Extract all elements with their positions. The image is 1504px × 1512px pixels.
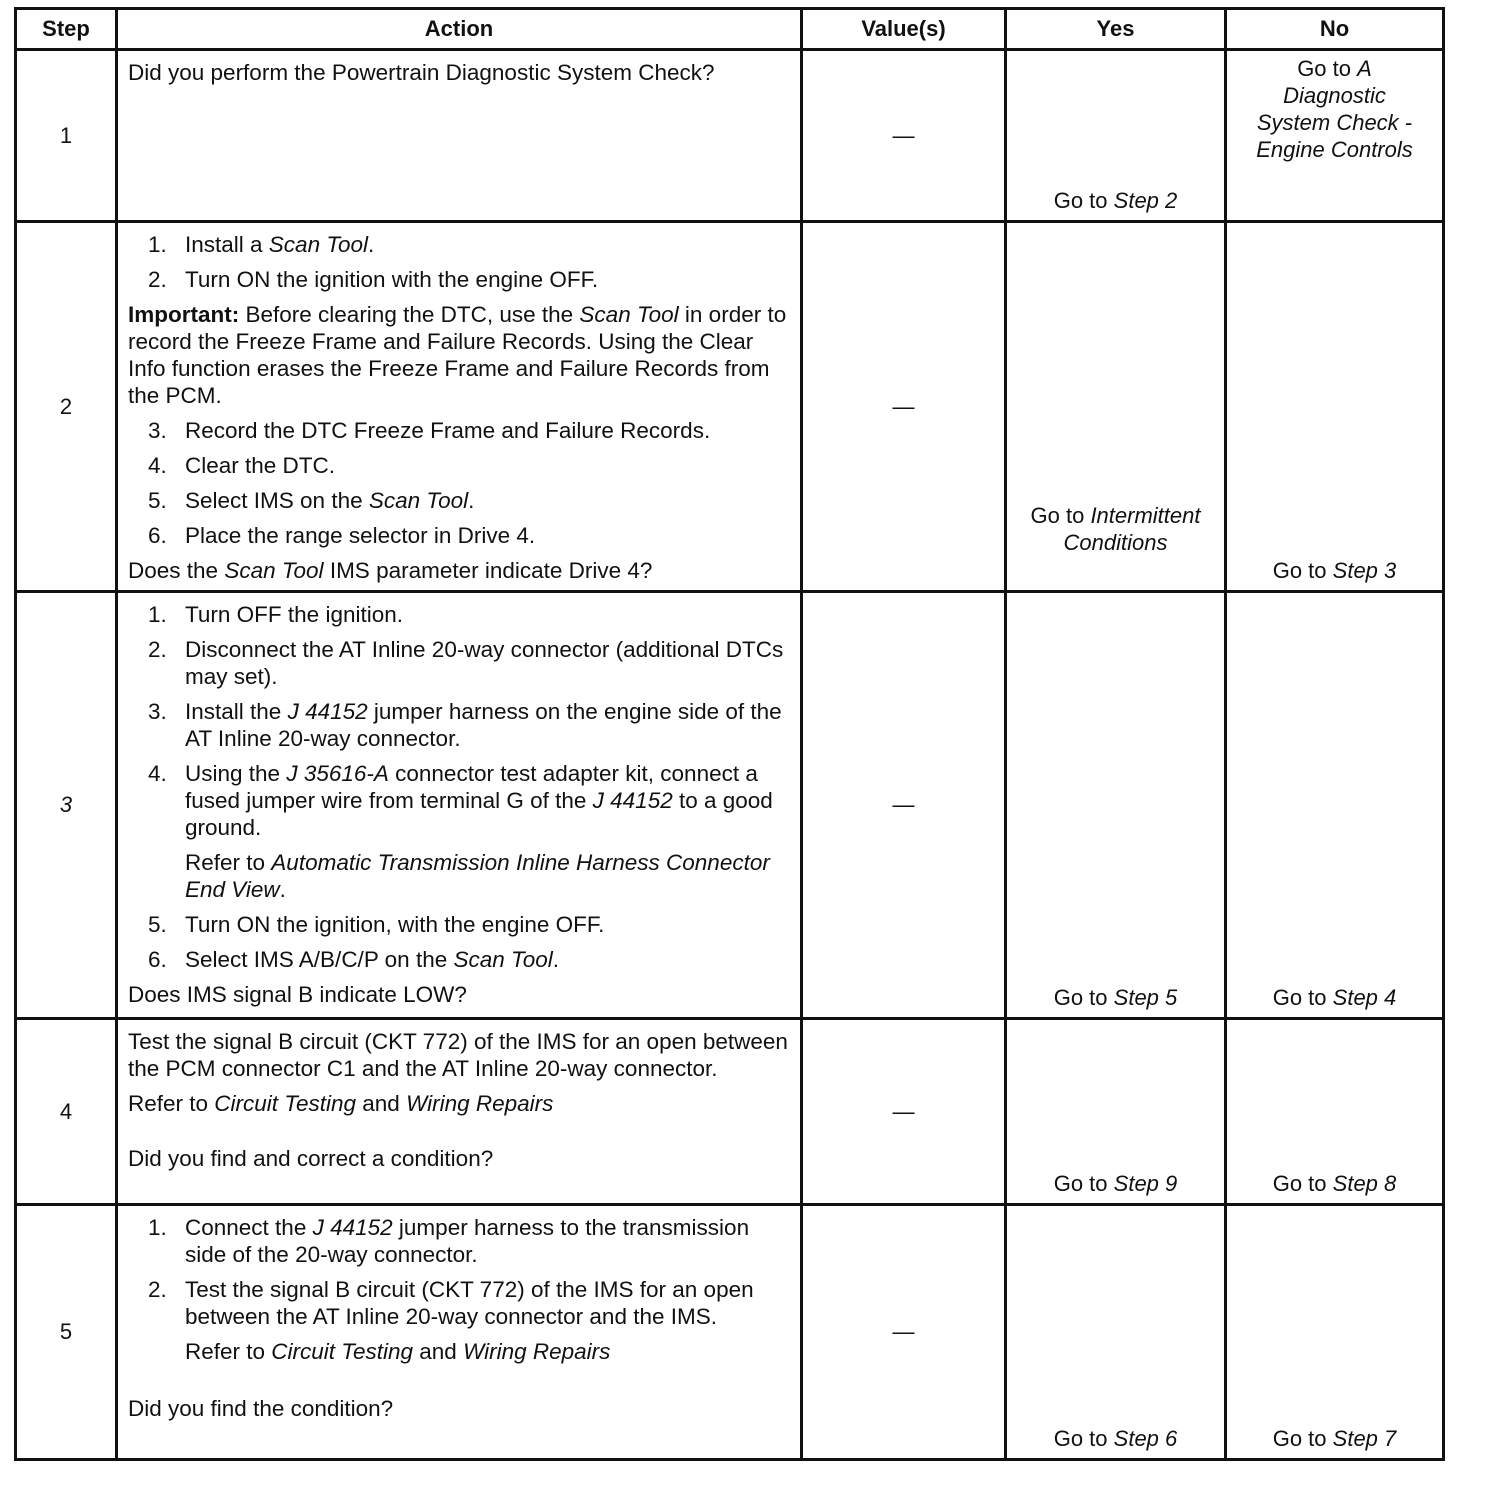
goto-prefix: Go to	[1053, 985, 1108, 1010]
no-goto[interactable]	[1227, 984, 1442, 1011]
goto-target[interactable]: Diagnostic	[1283, 83, 1386, 108]
goto-target[interactable]: Step 8	[1332, 1171, 1397, 1196]
step-number: 4	[16, 1019, 117, 1205]
table-row	[16, 1019, 1444, 1205]
action-cell	[117, 592, 802, 1019]
no-goto[interactable]	[1227, 1170, 1442, 1197]
yes-cell	[1006, 1205, 1226, 1460]
goto-prefix: Go to	[1053, 188, 1108, 213]
no-cell	[1226, 50, 1444, 222]
action-step: 1. Turn OFF the ignition.	[148, 602, 404, 627]
action-step: 2. Turn ON the ignition with the engine OFF.	[148, 267, 599, 292]
yes-goto[interactable]	[1007, 502, 1224, 556]
goto-prefix: Go to	[1297, 56, 1351, 81]
action-text: Test the signal B circuit (CKT 772) of the IMS for an open between the PCM connector C1 and the AT Inline 20-way connector.	[128, 1029, 788, 1081]
action-step: 3. Record the DTC Freeze Frame and Failure Records.	[148, 418, 711, 443]
goto-target[interactable]: Engine Controls	[1256, 137, 1413, 162]
goto-target[interactable]: Step 4	[1332, 985, 1397, 1010]
action-step: 1. Install a Scan Tool.	[148, 232, 375, 257]
table-row	[16, 1205, 1444, 1460]
action-question: Does the Scan Tool IMS parameter indicate Drive 4?	[128, 558, 653, 583]
no-cell	[1226, 1205, 1444, 1460]
goto-target[interactable]: Step 2	[1113, 188, 1178, 213]
action-step: 4. Clear the DTC.	[148, 453, 336, 478]
header-yes: Yes	[1006, 9, 1226, 50]
action-step: 3. Install the J 44152 jumper harness on the engine side of the AT Inline 20-way connector.	[148, 699, 782, 751]
table-row	[16, 50, 1444, 222]
goto-target[interactable]: System Check -	[1256, 110, 1413, 135]
action-question: Did you find and correct a condition?	[128, 1146, 494, 1171]
action-step: 6. Select IMS A/B/C/P on the Scan Tool.	[148, 947, 559, 972]
value-cell: —	[802, 50, 1006, 222]
important-note: Important: Before clearing the DTC, use the Scan Tool in order to record the Freeze Frame and Failure Records. Using the Clear Info function erases the Freeze Frame and Failure Records from the PCM.	[128, 302, 787, 408]
reference-note: Refer to Circuit Testing and Wiring Repairs	[185, 1339, 611, 1364]
action-step: 2. Disconnect the AT Inline 20-way connector (additional DTCs may set).	[148, 637, 784, 689]
yes-cell	[1006, 592, 1226, 1019]
action-cell	[117, 1019, 802, 1205]
goto-prefix: Go to	[1272, 1426, 1327, 1451]
yes-goto[interactable]	[1007, 187, 1224, 214]
step-number: 2	[16, 222, 117, 592]
no-cell	[1226, 222, 1444, 592]
goto-target[interactable]: Step 3	[1332, 558, 1397, 583]
header-step: Step	[16, 9, 117, 50]
table-row	[16, 592, 1444, 1019]
no-cell	[1226, 1019, 1444, 1205]
goto-prefix: Go to	[1272, 985, 1327, 1010]
goto-target[interactable]: Intermittent	[1090, 503, 1201, 528]
header-no: No	[1226, 9, 1444, 50]
table-row	[16, 222, 1444, 592]
goto-target[interactable]: Conditions	[1063, 530, 1168, 555]
yes-goto[interactable]	[1007, 1170, 1224, 1197]
goto-prefix: Go to	[1053, 1426, 1108, 1451]
action-step: 4. Using the J 35616-A connector test adapter kit, connect a fused jumper wire from terminal G of the J 44152 to a good ground. Refer to Automatic Transmission Inline Harness Connector End View.	[128, 760, 794, 903]
action-cell	[117, 222, 802, 592]
action-step: 5. Turn ON the ignition, with the engine OFF.	[148, 912, 605, 937]
value-cell: —	[802, 1205, 1006, 1460]
no-goto[interactable]	[1227, 557, 1442, 584]
no-cell	[1226, 592, 1444, 1019]
action-step: 2. Test the signal B circuit (CKT 772) of the IMS for an open between the AT Inline 20-way connector and the IMS. Refer to Circuit Testing and Wiring Repairs	[128, 1276, 794, 1365]
action-question: Did you perform the Powertrain Diagnostic System Check?	[128, 60, 715, 85]
value-cell: —	[802, 1019, 1006, 1205]
header-row	[16, 9, 1444, 50]
value-cell: —	[802, 592, 1006, 1019]
header-values: Value(s)	[802, 9, 1006, 50]
reference-note: Refer to Circuit Testing and Wiring Repairs	[128, 1091, 554, 1116]
goto-target[interactable]: Step 5	[1113, 985, 1178, 1010]
diagnostic-table	[14, 7, 1445, 1461]
action-step: 6. Place the range selector in Drive 4.	[148, 523, 536, 548]
goto-prefix: Go to	[1053, 1171, 1108, 1196]
yes-cell	[1006, 1019, 1226, 1205]
step-number: 5	[16, 1205, 117, 1460]
no-goto[interactable]	[1227, 51, 1442, 163]
action-steps	[128, 231, 794, 293]
goto-prefix: Go to	[1030, 503, 1085, 528]
action-cell	[117, 1205, 802, 1460]
step-number: 1	[16, 50, 117, 222]
action-step: 5. Select IMS on the Scan Tool.	[148, 488, 475, 513]
action-step: 1. Connect the J 44152 jumper harness to the transmission side of the 20-way connector.	[148, 1215, 750, 1267]
goto-prefix: Go to	[1272, 558, 1327, 583]
action-steps	[128, 601, 794, 973]
value-cell: —	[802, 222, 1006, 592]
yes-cell	[1006, 222, 1226, 592]
goto-target[interactable]: Step 7	[1332, 1426, 1397, 1451]
yes-goto[interactable]	[1007, 1425, 1224, 1452]
action-question: Does IMS signal B indicate LOW?	[128, 982, 467, 1007]
goto-prefix: Go to	[1272, 1171, 1327, 1196]
no-goto[interactable]	[1227, 1425, 1442, 1452]
action-cell	[117, 50, 802, 222]
reference-note: Refer to Automatic Transmission Inline Harness Connector End View.	[185, 850, 770, 902]
action-steps	[128, 1214, 794, 1365]
action-question: Did you find the condition?	[128, 1396, 394, 1421]
header-action: Action	[117, 9, 802, 50]
action-steps	[128, 417, 794, 549]
goto-target[interactable]: Step 6	[1113, 1426, 1178, 1451]
goto-target[interactable]: A	[1357, 56, 1372, 81]
yes-cell	[1006, 50, 1226, 222]
yes-goto[interactable]	[1007, 984, 1224, 1011]
step-number: 3	[16, 592, 117, 1019]
goto-target[interactable]: Step 9	[1113, 1171, 1178, 1196]
